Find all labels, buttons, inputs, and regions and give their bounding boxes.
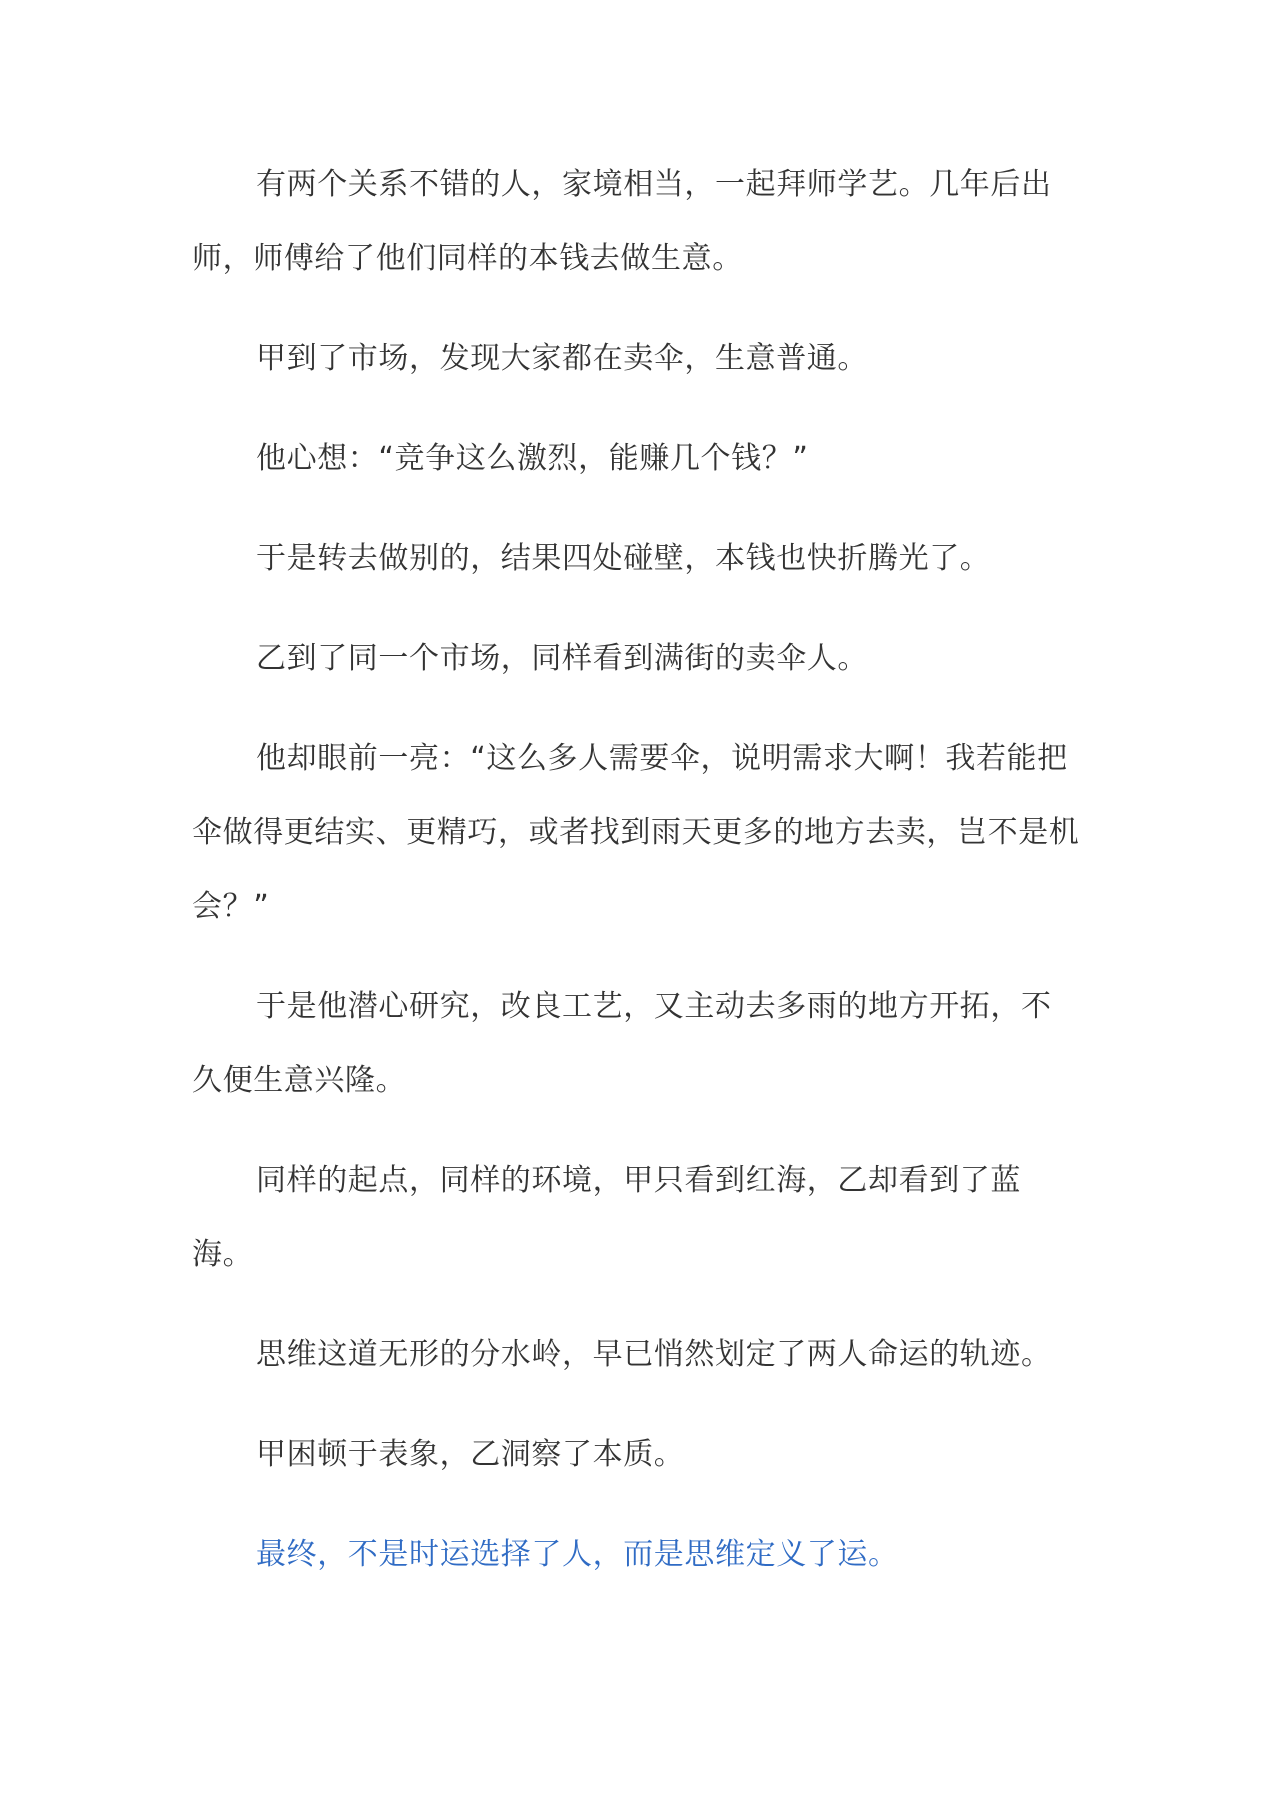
paragraph-8: 同样的起点，同样的环境，甲只看到红海，乙却看到了蓝海。 — [192, 1163, 1021, 1272]
paragraph-10: 甲困顿于表象，乙洞察了本质。 — [256, 1437, 685, 1472]
paragraph-4: 于是转去做别的，结果四处碰壁，本钱也快折腾光了。 — [256, 541, 991, 576]
paragraph-9: 思维这道无形的分水岭，早已悄然划定了两人命运的轨迹。 — [256, 1337, 1052, 1372]
paragraph-3: 他心想：“竞争这么激烈，能赚几个钱？” — [256, 441, 809, 476]
paragraph-6: 他却眼前一亮：“这么多人需要伞，说明需求大啊！我若能把伞做得更结实、更精巧，或者找到雨天更多的地方去卖，岂不是机会？” — [192, 741, 1080, 924]
article-body — [192, 148, 1082, 1618]
paragraph-1: 有两个关系不错的人，家境相当，一起拜师学艺。几年后出师，师傅给了他们同样的本钱去做生意。 — [192, 167, 1052, 276]
paragraph-5: 乙到了同一个市场，同样看到满街的卖伞人。 — [256, 641, 868, 676]
paragraph-7: 于是他潜心研究，改良工艺，又主动去多雨的地方开拓，不久便生意兴隆。 — [192, 989, 1052, 1098]
conclusion-highlight: 最终，不是时运选择了人，而是思维定义了运。 — [256, 1537, 899, 1572]
paragraph-2: 甲到了市场，发现大家都在卖伞，生意普通。 — [256, 341, 868, 376]
